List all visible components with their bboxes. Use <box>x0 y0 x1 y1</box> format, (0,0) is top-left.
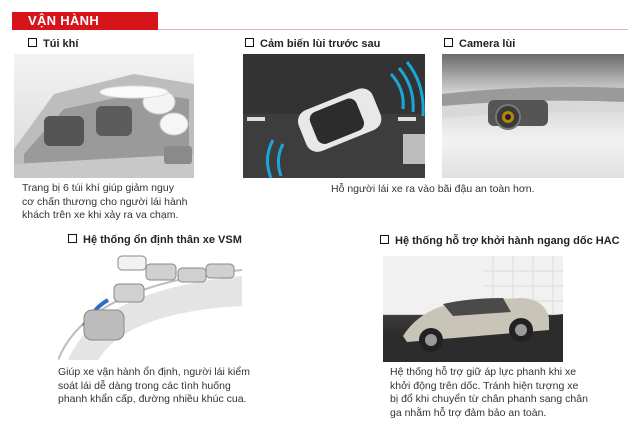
sensor-description: Hỗ người lái xe ra vào bãi đậu an toàn hơn. <box>331 183 535 195</box>
feature-title-hac <box>380 234 620 248</box>
airbag-illustration <box>14 54 194 178</box>
checkbox-icon <box>444 38 453 47</box>
vsm-description <box>58 366 250 407</box>
airbag-image <box>14 54 194 178</box>
hac-desc-line: khởi động trên dốc. Tránh hiện tượng xe <box>390 379 579 392</box>
vsm-desc-line: phanh khẩn cấp, đường nhiều khúc cua. <box>58 393 247 405</box>
hac-desc-line: bị đổ khi chuyển từ chân phanh sang chân <box>390 393 588 405</box>
feature-title-camera-text: Camera lùi <box>459 38 516 50</box>
hac-description <box>390 366 588 420</box>
parking-sensor-illustration <box>243 54 425 178</box>
hac-desc-line: ga nhằm hỗ trợ đảm bảo an toàn. <box>390 406 547 419</box>
airbag-desc-line: Trang bị 6 túi khí giúp giảm nguy <box>22 182 174 194</box>
vsm-desc-line: soát lái dễ dàng trong các tình huống <box>58 379 231 392</box>
feature-title-sensor <box>245 37 380 51</box>
checkbox-icon <box>380 235 389 244</box>
checkbox-icon <box>245 38 254 47</box>
airbag-desc-line: khách trên xe khi xảy ra va chạm. <box>22 209 179 221</box>
hac-illustration <box>383 256 563 362</box>
feature-title-airbag-text: Túi khí <box>43 38 79 50</box>
vsm-image <box>58 250 242 360</box>
rear-camera-illustration <box>442 54 624 178</box>
feature-title-airbag <box>28 37 78 51</box>
feature-title-camera <box>444 37 515 51</box>
vsm-illustration <box>58 250 242 360</box>
airbag-desc-line: cơ chấn thương cho người lái hành <box>22 195 188 208</box>
hac-desc-line: Hệ thống hỗ trợ giữ áp lực phanh khi xe <box>390 366 577 378</box>
rear-camera-image <box>442 54 624 178</box>
parking-sensor-image <box>243 54 425 178</box>
feature-title-hac-text: Hệ thống hỗ trợ khởi hành ngang dốc HAC <box>395 235 620 247</box>
vsm-desc-line: Giúp xe vận hành ổn định, người lái kiểm <box>58 366 250 378</box>
feature-title-sensor-text: Cảm biến lùi trước sau <box>260 38 381 50</box>
airbag-description <box>22 182 187 223</box>
hac-image <box>383 256 563 362</box>
section-title: VẬN HÀNH <box>28 13 100 28</box>
feature-title-vsm <box>68 233 242 247</box>
header-divider <box>158 29 628 30</box>
feature-title-vsm-text: Hệ thống ổn định thân xe VSM <box>83 234 242 246</box>
checkbox-icon <box>68 234 77 243</box>
checkbox-icon <box>28 38 37 47</box>
